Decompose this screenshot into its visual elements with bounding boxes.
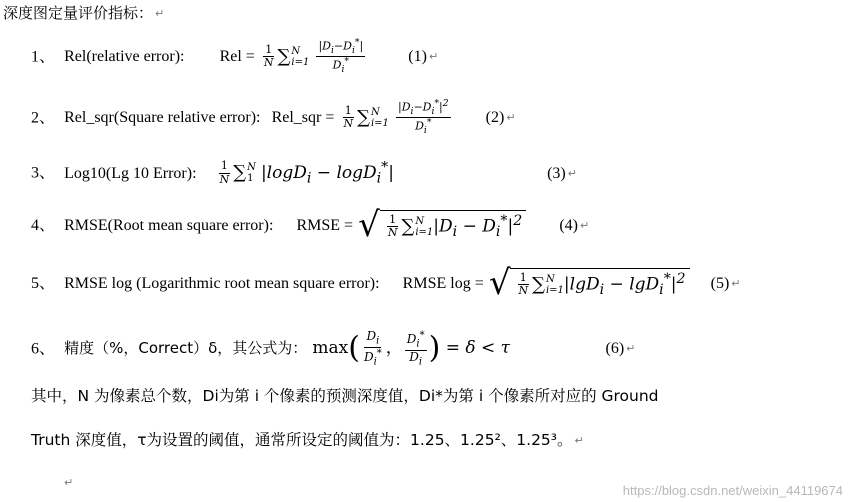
metric-rel-sqr: 2、 Rel_sqr(Square relative error): Rel_sqr = $\frac{1}{N}$ ∑ N i=1 $\frac{|D_i-D_i^*|^2}{D_i^*}$ (2) ↵ bbox=[31, 98, 516, 137]
item-label: Rel_sqr(Square relative error): bbox=[64, 109, 261, 127]
doc-title: 深度图定量评价指标： ↵ bbox=[3, 4, 165, 22]
item-index: 1、 bbox=[31, 48, 56, 66]
watermark: https://blog.csdn.net/weixin_44119674 bbox=[622, 483, 843, 498]
rmse-log-formula: √ $\frac{1}{N}$ ∑ N i=1 $|\lg D_i - \lg D_i^*|^2$ bbox=[489, 268, 690, 299]
rel-formula: $\frac{1}{N}$ ∑ N i=1 $\frac{|D_i-D_i^*|}{D_i^*}$ bbox=[263, 37, 364, 76]
item-label: RMSE(Root mean square error): bbox=[64, 216, 274, 234]
title-text: 深度图定量评价指标： bbox=[3, 4, 154, 22]
empty-paragraph: ↵ bbox=[64, 476, 74, 489]
equation-number: (2) bbox=[485, 109, 505, 127]
formula-lhs: Rel_sqr = bbox=[271, 109, 335, 127]
item-index: 2、 bbox=[31, 109, 56, 127]
item-label: Log10(Lg 10 Error): bbox=[64, 164, 197, 182]
footer-line-1 bbox=[31, 389, 659, 405]
item-index: 5、 bbox=[31, 274, 56, 292]
metric-rmse: 4、 RMSE(Root mean square error): RMSE = √ $\frac{1}{N}$ ∑ N i=1 $|D_i - D_i^*|^2$ (4) ↵ bbox=[31, 205, 590, 245]
equation-number: (5) bbox=[710, 274, 730, 292]
equation-number: (3) bbox=[547, 164, 566, 182]
item-index: 3、 bbox=[31, 164, 56, 182]
item-index: 4、 bbox=[31, 216, 56, 234]
rmse-formula: √ $\frac{1}{N}$ ∑ N i=1 $|D_i - D_i^*|^2$ bbox=[358, 210, 526, 241]
item-label: 精度（%，Correct）δ，其公式为： bbox=[64, 339, 308, 358]
metric-rel: 1、 Rel(relative error): Rel = $\frac{1}{N}$ ∑ N i=1 $\frac{|D_i-D_i^*|}{D_i^*}$ (1) ↵ bbox=[31, 37, 439, 76]
metric-log10: 3、 Log10(Lg 10 Error): $\frac{1}{N}$ ∑ N 1 |logD$_i$ − logD$_i$*| (3) ↵ bbox=[31, 159, 577, 187]
metric-accuracy: 6、 精度（%，Correct）δ，其公式为： max( $\frac{D_i}{D_i^*}$ ， $\frac{D_i^*}{D_i}$ ) = δ < τ (6) ↵ bbox=[31, 329, 636, 368]
accuracy-formula: max( $\frac{D_i}{D_i^*}$ ， $\frac{D_i^*}{D_i}$ ) = δ < τ bbox=[312, 329, 516, 368]
footer-line-2: Truth 深度值，τ为设置的阈值，通常所设定的阈值为：1.25、1.25²、1.25³。 ↵ bbox=[31, 431, 584, 449]
item-index: 6、 bbox=[31, 340, 56, 358]
formula-lhs: RMSE = bbox=[296, 216, 354, 234]
footer-text-1: 其中，N 为像素总个数，Di为第 i 个像素的预测深度值，Di*为第 i 个像素所对应的 Ground bbox=[31, 387, 659, 405]
equation-number: (6) bbox=[605, 340, 625, 358]
log10-formula: $\frac{1}{N}$ ∑ N 1 |logD$_i$ − logD$_i$*| bbox=[219, 159, 394, 187]
equation-number: (1) bbox=[408, 48, 427, 66]
item-label: Rel(relative error): bbox=[64, 48, 185, 66]
formula-lhs: RMSE log = bbox=[402, 274, 484, 292]
rel-sqr-formula: $\frac{1}{N}$ ∑ N i=1 $\frac{|D_i-D_i^*|^2}{D_i^*}$ bbox=[343, 98, 449, 137]
formula-lhs: Rel = bbox=[219, 48, 255, 66]
metric-rmse-log: 5、 RMSE log (Logarithmic root mean square error): RMSE log = √ $\frac{1}{N}$ ∑ N i=1 $|\lg D_i - \lg D_i^*|^2$ (5) ↵ bbox=[31, 263, 741, 303]
equation-number: (4) bbox=[559, 216, 578, 234]
item-label: RMSE log (Logarithmic root mean square error): bbox=[64, 274, 380, 292]
footer-text-2: Truth 深度值，τ为设置的阈值，通常所设定的阈值为：1.25、1.25²、1.25³。 bbox=[31, 431, 573, 449]
